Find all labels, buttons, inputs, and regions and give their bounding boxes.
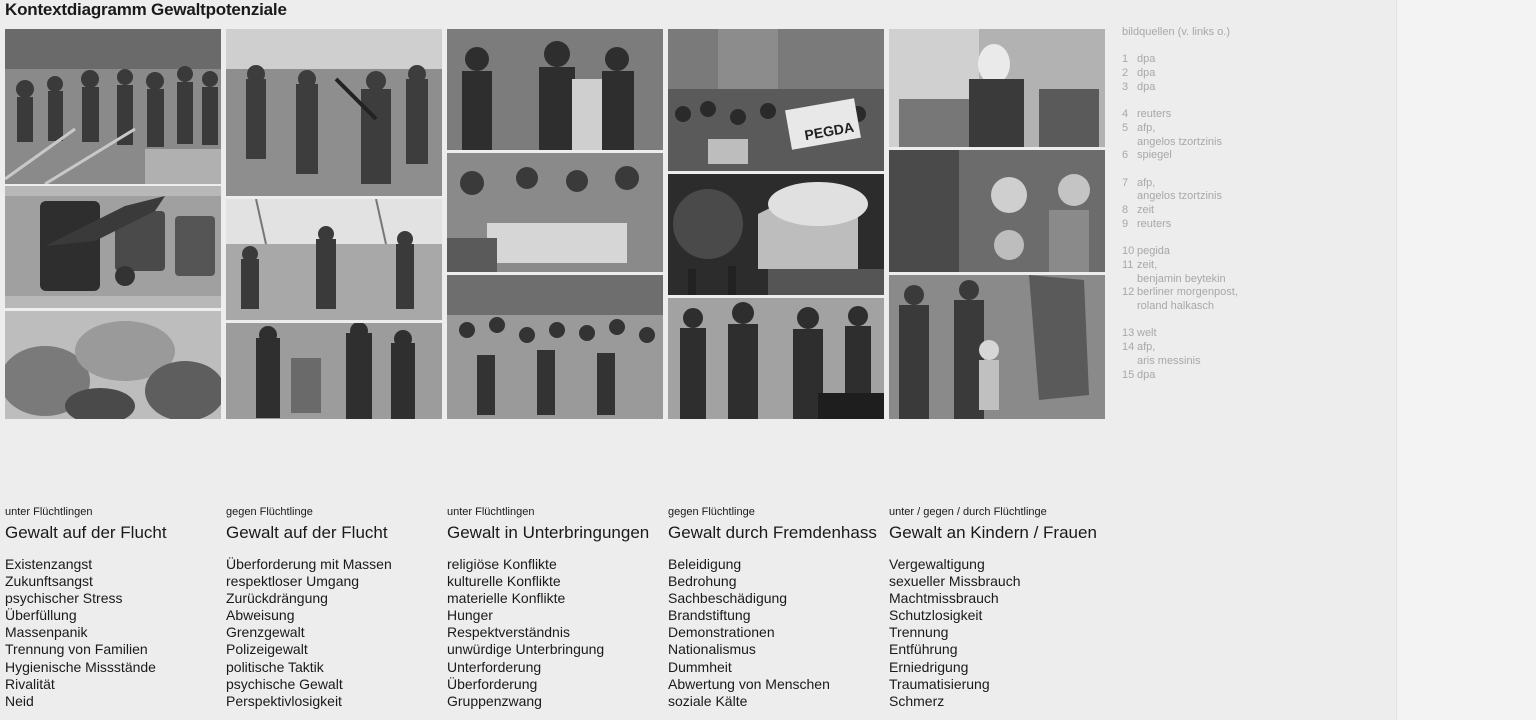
credit-source: dpa — [1137, 368, 1156, 381]
credit-line — [1122, 286, 1322, 300]
credit-number: 7 — [1122, 176, 1129, 189]
credit-source: spiegel — [1137, 149, 1172, 162]
category-item: Hygienische Missstände — [5, 658, 156, 675]
credit-line — [1122, 204, 1322, 218]
category-item: Polizeigewalt — [226, 641, 308, 658]
category-item: sexueller Missbrauch — [889, 573, 1021, 590]
category-item: Trennung von Familien — [5, 641, 148, 658]
credit-source: angelos tzortzinis — [1137, 190, 1222, 203]
credit-source: zeit — [1137, 204, 1155, 217]
category-item: Überforderung — [447, 675, 538, 692]
credit-line — [1122, 81, 1322, 95]
category-item: Vergewaltigung — [889, 556, 985, 572]
category-item: Neid — [5, 692, 34, 709]
category-subtitle: unter / gegen / durch Flüchtlinge — [889, 506, 1047, 518]
photo-13-veiled-woman — [889, 29, 1105, 147]
category-item: Massenpanik — [5, 624, 88, 641]
credit-line — [1122, 149, 1322, 163]
category-item: Grenzgewalt — [226, 624, 305, 641]
category-item: Respektverständnis — [447, 624, 570, 641]
category-column — [889, 506, 1104, 710]
category-item: unwürdige Unterbringung — [447, 641, 605, 658]
credit-source: pegida — [1137, 245, 1171, 258]
category-subtitle: unter Flüchtlingen — [5, 506, 93, 518]
category-item: materielle Konflikte — [447, 590, 566, 607]
category-item: Überforderung mit Massen — [226, 556, 392, 572]
credit-number: 9 — [1122, 217, 1129, 230]
category-item: soziale Kälte — [668, 692, 748, 709]
category-subtitle: unter Flüchtlingen — [447, 506, 535, 518]
category-item: Entführung — [889, 641, 958, 658]
category-item: Trennung — [889, 624, 949, 641]
category-title: Gewalt an Kindern / Frauen — [889, 523, 1097, 542]
category-item: respektloser Umgang — [226, 573, 360, 590]
credit-line — [1122, 108, 1322, 122]
credit-source: reuters — [1137, 108, 1172, 121]
photo-8-food-distribution — [447, 153, 663, 272]
credit-number: 3 — [1122, 80, 1129, 93]
category-item: Erniedrigung — [889, 658, 969, 675]
credit-source: reuters — [1137, 217, 1172, 230]
credit-number: 14 — [1122, 341, 1135, 354]
credit-line — [1122, 190, 1322, 204]
category-item: Machtmissbrauch — [889, 590, 999, 607]
category-item: Zurückdrängung — [226, 590, 328, 607]
photo-4-police-charge — [226, 29, 442, 196]
category-item: kulturelle Konflikte — [447, 573, 561, 590]
category-item: psychische Gewalt — [226, 675, 343, 692]
pegida-banner-text: PEGDA — [803, 118, 856, 144]
category-item: Abwertung von Menschen — [668, 675, 830, 692]
credit-number — [1122, 300, 1137, 314]
credit-number: 8 — [1122, 204, 1129, 217]
category-item: Überfüllung — [5, 607, 77, 624]
credit-line — [1122, 341, 1322, 355]
category-item: Sachbeschädigung — [668, 590, 788, 607]
category-item: Schmerz — [889, 692, 945, 709]
credit-line — [1122, 136, 1322, 150]
category-item: Zukunftsangst — [5, 573, 93, 590]
photo-14-crying-children — [889, 150, 1105, 272]
credit-source: welt — [1137, 327, 1157, 340]
photo-9-crowd-scuffle — [447, 275, 663, 419]
category-item: Unterforderung — [447, 658, 542, 675]
credit-line — [1122, 327, 1322, 341]
category-subtitle: gegen Flüchtlinge — [668, 506, 755, 518]
credit-number: 6 — [1122, 149, 1129, 162]
category-item-list — [447, 556, 662, 710]
credit-source: afp, — [1137, 176, 1156, 189]
category-column — [668, 506, 883, 710]
credit-number: 12 — [1122, 286, 1135, 299]
credit-number: 13 — [1122, 327, 1135, 340]
credit-number — [1122, 190, 1137, 204]
category-item: Rivalität — [5, 675, 55, 692]
category-item: Gruppenzwang — [447, 692, 542, 709]
credit-source: angelos tzortzinis — [1137, 135, 1222, 148]
category-item: politische Taktik — [226, 658, 324, 675]
category-column — [226, 506, 441, 710]
credit-line — [1122, 355, 1322, 369]
credit-source: dpa — [1137, 80, 1156, 93]
category-item-list — [5, 556, 220, 710]
credit-line — [1122, 67, 1322, 81]
photo-credits — [1122, 26, 1322, 382]
category-item: Nationalismus — [668, 641, 756, 658]
credit-source: berliner morgenpost, — [1137, 286, 1238, 299]
photo-12-police-line — [668, 298, 884, 419]
photo-3-blurred-crowd — [5, 311, 221, 419]
category-item: religiöse Konflikte — [447, 556, 557, 572]
photo-2-train-window — [5, 186, 221, 308]
category-item: Brandstiftung — [668, 607, 751, 624]
category-title: Gewalt durch Fremdenhass — [668, 523, 877, 542]
category-item: Existenzangst — [5, 556, 93, 572]
photo-15-riot-shields-child — [889, 275, 1105, 419]
credit-source: benjamin beytekin — [1137, 272, 1226, 285]
credit-source: dpa — [1137, 53, 1156, 66]
category-subtitle: gegen Flüchtlinge — [226, 506, 313, 518]
credit-line — [1122, 300, 1322, 314]
category-title: Gewalt auf der Flucht — [226, 523, 388, 542]
credit-source: afp, — [1137, 341, 1156, 354]
credit-source: afp, — [1137, 121, 1156, 134]
credit-number — [1122, 136, 1137, 150]
credit-line — [1122, 218, 1322, 232]
category-item: Schutzlosigkeit — [889, 607, 983, 624]
credit-line — [1122, 122, 1322, 136]
credit-line — [1122, 177, 1322, 191]
right-margin-panel — [1396, 0, 1536, 720]
category-item: Abweisung — [226, 607, 295, 624]
category-item: Dummheit — [668, 658, 732, 675]
credits-heading: bildquellen (v. links o.) — [1122, 26, 1231, 38]
category-item: psychischer Stress — [5, 590, 123, 607]
credit-number: 4 — [1122, 108, 1129, 121]
credit-source: zeit, — [1137, 258, 1158, 271]
category-item: Beleidigung — [668, 556, 742, 572]
photo-6-police-pushing — [226, 323, 442, 419]
credit-line — [1122, 273, 1322, 287]
credit-number: 11 — [1122, 258, 1134, 271]
category-item-list — [889, 556, 1104, 710]
photo-1-crowd-on-railway — [5, 29, 221, 184]
photo-11-burning-house — [668, 174, 884, 295]
credit-number: 1 — [1122, 53, 1129, 66]
credit-number — [1122, 355, 1137, 369]
category-item: Bedrohung — [668, 573, 737, 590]
credit-line — [1122, 369, 1322, 383]
category-item: Perspektivlosigkeit — [226, 692, 342, 709]
credit-source: dpa — [1137, 67, 1156, 80]
credit-source: aris messinis — [1137, 354, 1201, 367]
category-title: Gewalt in Unterbringungen — [447, 523, 650, 542]
category-title: Gewalt auf der Flucht — [5, 523, 167, 542]
credit-number: 5 — [1122, 121, 1129, 134]
photo-5-field-clash — [226, 199, 442, 320]
credit-line — [1122, 259, 1322, 273]
credit-number: 15 — [1122, 368, 1135, 381]
page-title: Kontextdiagramm Gewaltpotenziale — [5, 0, 287, 19]
category-item-list — [226, 556, 441, 710]
credit-line — [1122, 245, 1322, 259]
credit-source: roland halkasch — [1137, 300, 1215, 312]
credit-number — [1122, 273, 1137, 287]
category-item: Demonstrationen — [668, 624, 775, 641]
category-item: Hunger — [447, 607, 493, 624]
photo-7-men-fighting — [447, 29, 663, 150]
category-column — [5, 506, 220, 710]
credit-number: 2 — [1122, 67, 1129, 80]
photo-10-pegida-demonstration — [668, 29, 884, 171]
category-column — [447, 506, 662, 710]
category-item: Traumatisierung — [889, 675, 990, 692]
category-item-list — [668, 556, 883, 710]
credit-number: 10 — [1122, 245, 1135, 258]
credit-line — [1122, 53, 1322, 67]
